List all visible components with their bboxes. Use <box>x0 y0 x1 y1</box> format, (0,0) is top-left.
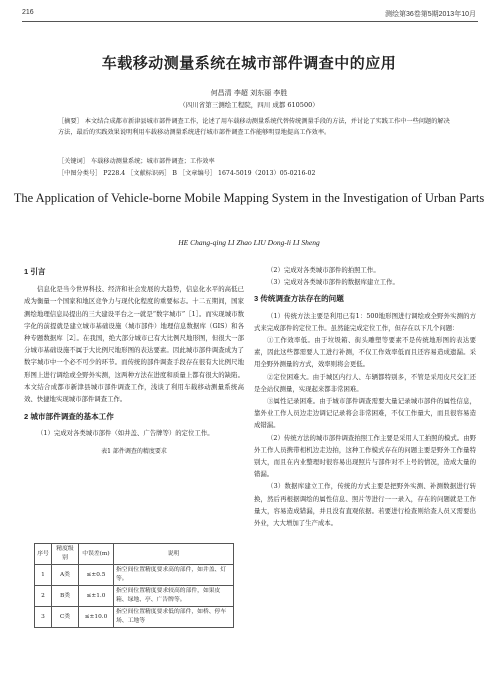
right-column <box>254 264 476 529</box>
precision-table <box>34 543 234 628</box>
table-cell: 指空间位置精度要求较高的部件，如果皮箱、绿地、亭、广告牌等。 <box>114 586 234 607</box>
table-cell: 2 <box>35 586 52 607</box>
journal-running-header: 测绘第36卷第5期2013年10月 <box>384 11 476 18</box>
section2-text: （1）完成对各类城市部件（如井盖、广告牌等）的定位工作。 <box>37 429 214 438</box>
table-cell: 指空间位置精度要求低的部件，如桥、停车场、工地等 <box>114 607 234 628</box>
classification-line: ［中图分类号］ P228.4 ［文献标识码］ B ［文章编号］ 1674-5019（2013）05-0216-02 <box>58 170 316 177</box>
table-header-cell: 精度级别 <box>52 544 79 565</box>
paper-title: 车载移动测量系统在城市部件调查中的应用 <box>101 54 397 72</box>
table-cell: B类 <box>52 586 79 607</box>
english-authors: HE Chang-qing LI Zhao LIU Dong-li LI Sheng <box>178 238 320 247</box>
table-cell: 指空间位置精度要求高的部件，如井盖、灯等。 <box>114 565 234 586</box>
table-caption: 表1 部件调查的精度要求 <box>101 447 167 455</box>
table-cell: C类 <box>52 607 79 628</box>
paragraph: （1）传统方法主要是利用已有1：500地形图进行调绘或全野外实测的方式来完成部件的定位工作。虽然能完成定位工作，但存在以下几个问题： <box>254 311 476 332</box>
table-row <box>35 586 234 607</box>
paragraph: ②定位困难大。由于城区内行人、车辆都特别多，不管是采用皮尺交汇还是全站仪测量，实现起来都非常困难。 <box>254 372 476 393</box>
section3-heading: 3 传统调查方法存在的问题 <box>254 294 344 304</box>
section1-heading: 1 引言 <box>24 267 46 276</box>
left-column <box>24 266 244 458</box>
paragraph: （2）传统方法的城市部件调查拍照工作主要是采用人工拍照的模式。由野外工作人员携带相机边走边拍，这种工作模式存在的问题主要是野外工作量特别大，而且在内业整理时很容易出现照片与部件对不上号的情况，造成大量的错漏。 <box>254 433 476 479</box>
paragraph: ①工作效率低。由于垃圾箱、街头雕塑等要素不是传统地形图的表达要素，因此这些都需要人工进行补测，不仅工作效率低而且还容易造成遗漏。采用全野外测量的方式，效率则将会更低。 <box>254 336 476 369</box>
table-cell: ≤±10.0 <box>79 607 114 628</box>
abstract: ［摘要］ 本文结合成都市新津县城市部件调查工作，论述了用车载移动测量系统代替传统测量手段的方法，并讨论了实践工作中一些问题的解决方法，最后的实践效果说明利用车载移动测量系统进行城市部件调查工作能够明显地提高工作效率。 <box>58 118 450 136</box>
section2-heading: 2 城市部件调查的基本工作 <box>24 412 114 422</box>
table-row <box>35 565 234 586</box>
table-header-row <box>35 544 234 565</box>
table-header-cell: 说明 <box>114 544 234 565</box>
english-title: The Application of Vehicle-borne Mobile Mapping System in the Investigation of Urban Parts <box>13 191 485 205</box>
table-cell: A类 <box>52 565 79 586</box>
affiliation: （四川省第三测绘工程院，四川 成都 610500） <box>179 101 319 109</box>
page-number: 216 <box>22 9 34 16</box>
table-header-cell: 中误差(m) <box>79 544 114 565</box>
keywords: ［关键词］ 车载移动测量系统；城市部件调查；工作效率 <box>58 158 215 165</box>
table-cell: 3 <box>35 607 52 628</box>
task-item-2: （2）完成对各类城市部件的拍照工作。 <box>267 266 380 274</box>
table-header-cell: 序号 <box>35 544 52 565</box>
paragraph: ③属性记录困难。由于城市部件调查需要大量记录城市部件的属性信息，靠外业工作人员边走边调记记录将会非常困难，不仅工作量大，而且很容易造成错漏。 <box>254 397 476 430</box>
table-row <box>35 607 234 628</box>
table-cell: ≤±1.0 <box>79 586 114 607</box>
paragraph: （3）数据库建立工作，传统的方式主要是把野外实测、补测数据进行转换，然后再根据调绘的属性信息、照片等进行一一录入，存在的问题就是工作量大，容易造成错漏，并且没有直观依据。若要进行检查则给查人员又需要出外业，大大增加了生产成本。 <box>254 482 476 528</box>
header-rule <box>22 21 478 22</box>
authors: 何昌清 李超 刘东丽 李胜 <box>210 89 288 97</box>
table-cell: 1 <box>35 565 52 586</box>
section1-text: 信息化是当今世界科技、经济和社会发展的大趋势，信息化水平的高低已成为衡量一个国家和地区竞争力与现代化程度的重要标志。十二五期间，国家测绘地理信息局提出的三大建设平台之一就是“数字城市”［1］。而实现城市数字化的前提就是建立城市基础设施（城市部件）地理信息数据库（GIS）和各种专题数据库［2］。在我国，绝大部分城市已有大比例尺地形图，但很大一部分城市基础设施不属于大比例尺地形图的表达要素。因此城市部件调查成为了数字城市中一个必不可少的环节。而传统的部件调查手段存在很有大比例尺地形图上进行调绘或全野外实测，这两种方法在进度和质量上都有很大的缺陷。本文结合成都市新津县城市部件调查工作，浅谈了利用车载移动测量系统高效、快捷地实现城市部件调查工作。 <box>24 285 244 404</box>
task-item-3: （3）完成对各类城市部件的数据库建立工作。 <box>267 278 399 287</box>
table-cell: ≤±0.5 <box>79 565 114 586</box>
